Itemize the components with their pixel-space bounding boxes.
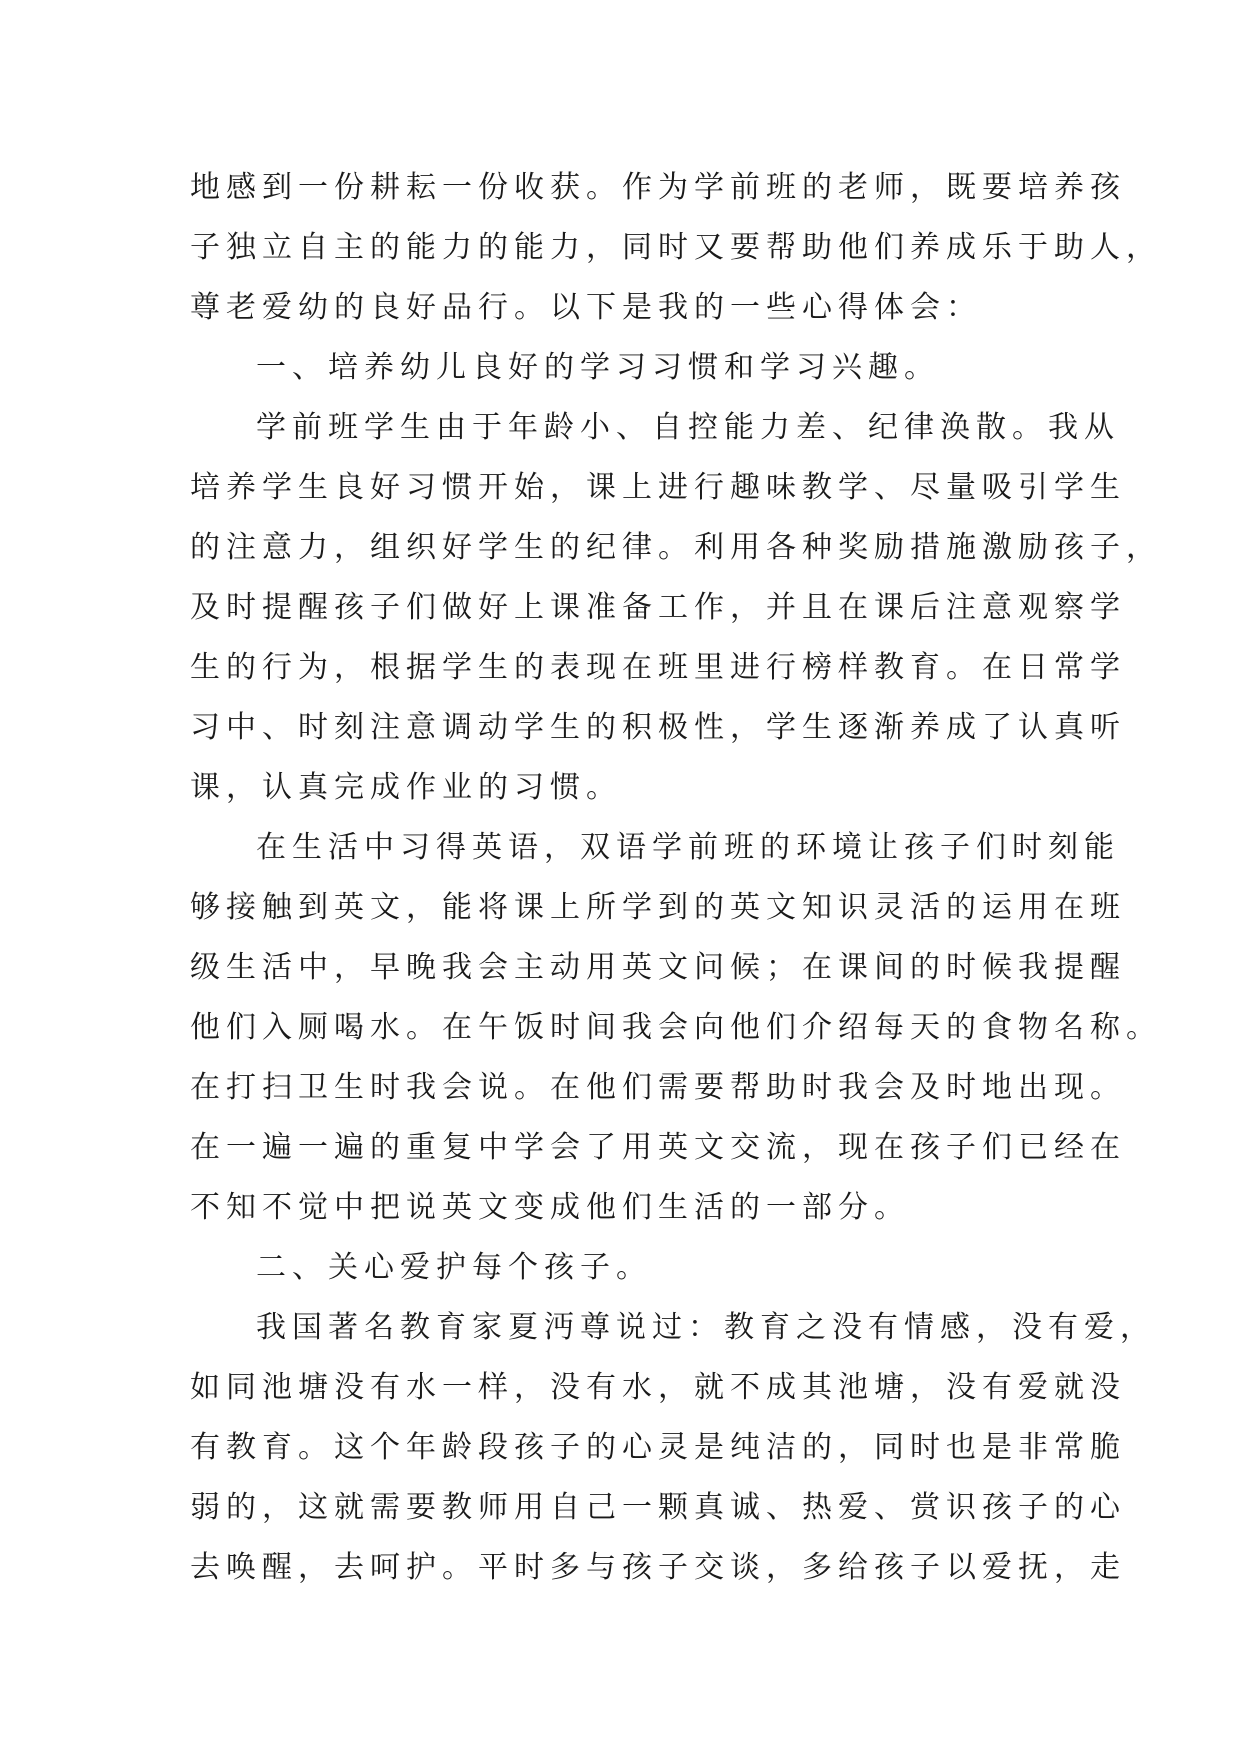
text-line: 生的行为，根据学生的表现在班里进行榜样教育。在日常学: [190, 650, 1126, 685]
text-line: 的注意力，组织好学生的纪律。利用各种奖励措施激励孩子，: [190, 530, 1162, 565]
text-line: 课，认真完成作业的习惯。: [190, 770, 622, 805]
text-line: 有教育。这个年龄段孩子的心灵是纯洁的，同时也是非常脆: [190, 1430, 1126, 1465]
text-line: 培养学生良好习惯开始，课上进行趣味教学、尽量吸引学生: [190, 470, 1126, 505]
text-line: 习中、时刻注意调动学生的积极性，学生逐渐养成了认真听: [190, 710, 1126, 745]
paragraph-start-line: 在生活中习得英语，双语学前班的环境让孩子们时刻能: [256, 830, 1120, 865]
paragraph-start-line: 我国著名教育家夏沔尊说过：教育之没有情感，没有爱，: [256, 1310, 1156, 1345]
text-line: 在打扫卫生时我会说。在他们需要帮助时我会及时地出现。: [190, 1070, 1126, 1105]
text-line: 在一遍一遍的重复中学会了用英文交流，现在孩子们已经在: [190, 1130, 1126, 1165]
text-line: 地感到一份耕耘一份收获。作为学前班的老师，既要培养孩: [190, 170, 1126, 205]
text-line: 级生活中，早晚我会主动用英文问候；在课间的时候我提醒: [190, 950, 1126, 985]
text-line: 弱的，这就需要教师用自己一颗真诚、热爱、赏识孩子的心: [190, 1490, 1126, 1525]
text-line: 去唤醒，去呵护。平时多与孩子交谈，多给孩子以爱抚，走: [190, 1550, 1126, 1585]
text-line: 如同池塘没有水一样，没有水，就不成其池塘，没有爱就没: [190, 1370, 1126, 1405]
body-text: [190, 158, 1162, 1598]
text-line: 子独立自主的能力的能力，同时又要帮助他们养成乐于助人，: [190, 230, 1162, 265]
text-line: 尊老爱幼的良好品行。以下是我的一些心得体会：: [190, 290, 982, 325]
paragraph-start-line: 学前班学生由于年龄小、自控能力差、纪律涣散。我从: [256, 410, 1120, 445]
section-heading: 一、培养幼儿良好的学习习惯和学习兴趣。: [256, 350, 940, 385]
section-heading: 二、关心爱护每个孩子。: [256, 1250, 652, 1285]
text-line: 他们入厕喝水。在午饭时间我会向他们介绍每天的食物名称。: [190, 1010, 1162, 1045]
text-line: 及时提醒孩子们做好上课准备工作，并且在课后注意观察学: [190, 590, 1126, 625]
text-line: 够接触到英文，能将课上所学到的英文知识灵活的运用在班: [190, 890, 1126, 925]
text-line: 不知不觉中把说英文变成他们生活的一部分。: [190, 1190, 910, 1225]
